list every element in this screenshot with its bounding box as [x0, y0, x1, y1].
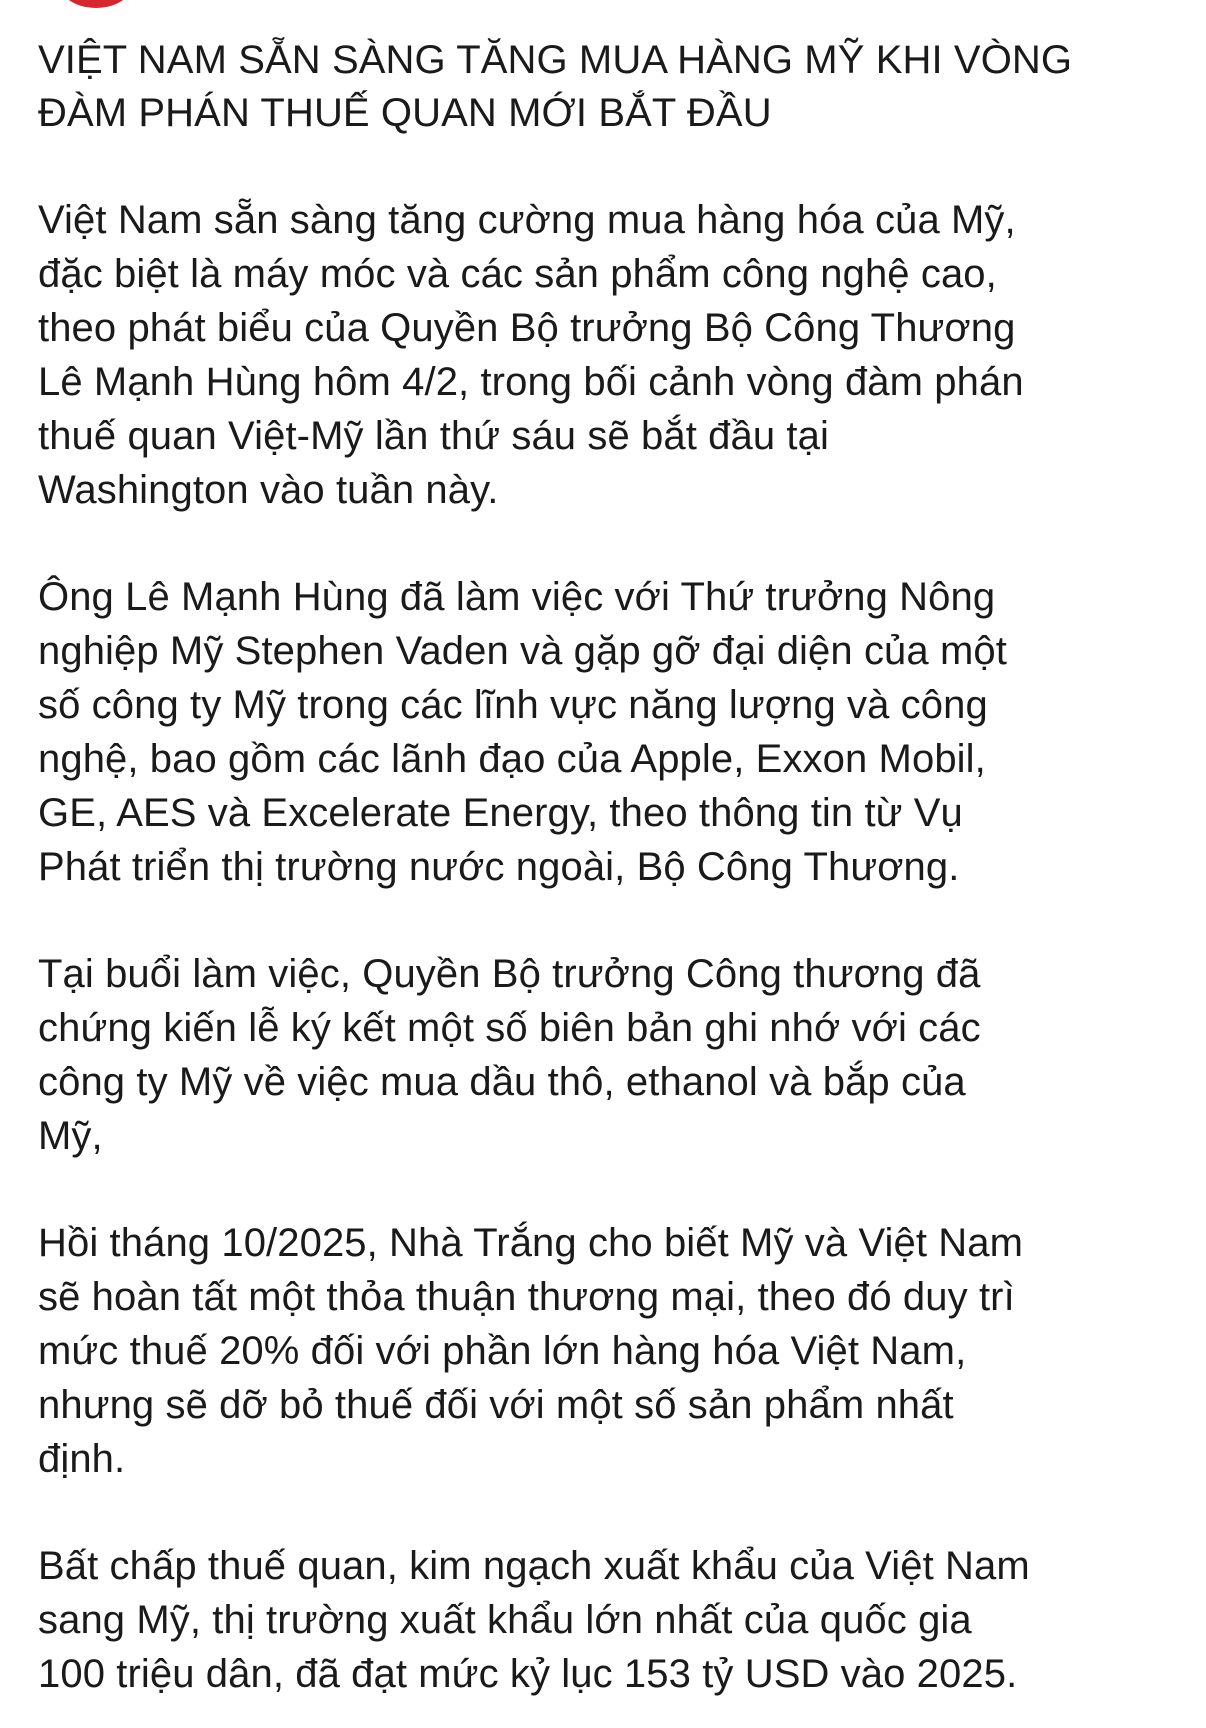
post-paragraph-3: [38, 947, 1178, 1163]
avatar[interactable]: [56, 0, 136, 8]
post-paragraph-2: [38, 570, 1178, 894]
post-title: [38, 34, 1178, 140]
paragraph-line: thuế quan Việt-Mỹ lần thứ sáu sẽ bắt đầu tại: [38, 414, 829, 458]
paragraph-line: Lê Mạnh Hùng hôm 4/2, trong bối cảnh vòng đàm phán: [38, 360, 1024, 404]
paragraph-line: đặc biệt là máy móc và các sản phẩm công nghệ cao,: [38, 252, 997, 296]
post-title-line: ĐÀM PHÁN THUẾ QUAN MỚI BẮT ĐẦU: [38, 91, 772, 135]
paragraph-line: Tại buổi làm việc, Quyền Bộ trưởng Công thương đã: [38, 952, 981, 996]
paragraph-line: số công ty Mỹ trong các lĩnh vực năng lượng và công: [38, 683, 988, 727]
paragraph-line: Phát triển thị trường nước ngoài, Bộ Công Thương.: [38, 845, 960, 889]
paragraph-line: theo phát biểu của Quyền Bộ trưởng Bộ Công Thương: [38, 306, 1016, 350]
paragraph-line: Washington vào tuần này.: [38, 468, 499, 512]
post-title-line: VIỆT NAM SẴN SÀNG TĂNG MUA HÀNG MỸ KHI VÒNG: [38, 38, 1073, 82]
paragraph-line: sẽ hoàn tất một thỏa thuận thương mại, theo đó duy trì: [38, 1275, 1015, 1319]
paragraph-line: mức thuế 20% đối với phần lớn hàng hóa Việt Nam,: [38, 1329, 967, 1373]
paragraph-line: Bất chấp thuế quan, kim ngạch xuất khẩu của Việt Nam: [38, 1544, 1030, 1588]
paragraph-line: GE, AES và Excelerate Energy, theo thông tin từ Vụ: [38, 791, 963, 835]
paragraph-line: Hồi tháng 10/2025, Nhà Trắng cho biết Mỹ và Việt Nam: [38, 1221, 1024, 1265]
paragraph-line: định.: [38, 1437, 126, 1481]
paragraph-line: Ông Lê Mạnh Hùng đã làm việc với Thứ trưởng Nông: [38, 575, 996, 619]
paragraph-line: nghiệp Mỹ Stephen Vaden và gặp gỡ đại diện của một: [38, 629, 1007, 673]
paragraph-line: chứng kiến lễ ký kết một số biên bản ghi nhớ với các: [38, 1006, 981, 1050]
post-paragraph-1: [38, 193, 1178, 517]
post-body: [38, 34, 1178, 1701]
paragraph-line: nhưng sẽ dỡ bỏ thuế đối với một số sản phẩm nhất: [38, 1383, 954, 1427]
paragraph-line: công ty Mỹ về việc mua dầu thô, ethanol và bắp của: [38, 1060, 966, 1104]
paragraph-line: Việt Nam sẵn sàng tăng cường mua hàng hóa của Mỹ,: [38, 198, 1016, 242]
paragraph-line: Mỹ,: [38, 1114, 103, 1158]
paragraph-line: 100 triệu dân, đã đạt mức kỷ lục 153 tỷ USD vào 2025.: [38, 1652, 1018, 1696]
paragraph-line: nghệ, bao gồm các lãnh đạo của Apple, Exxon Mobil,: [38, 737, 986, 781]
paragraph-line: sang Mỹ, thị trường xuất khẩu lớn nhất của quốc gia: [38, 1598, 972, 1642]
post-paragraph-4: [38, 1216, 1178, 1486]
post-paragraph-5: [38, 1539, 1178, 1701]
